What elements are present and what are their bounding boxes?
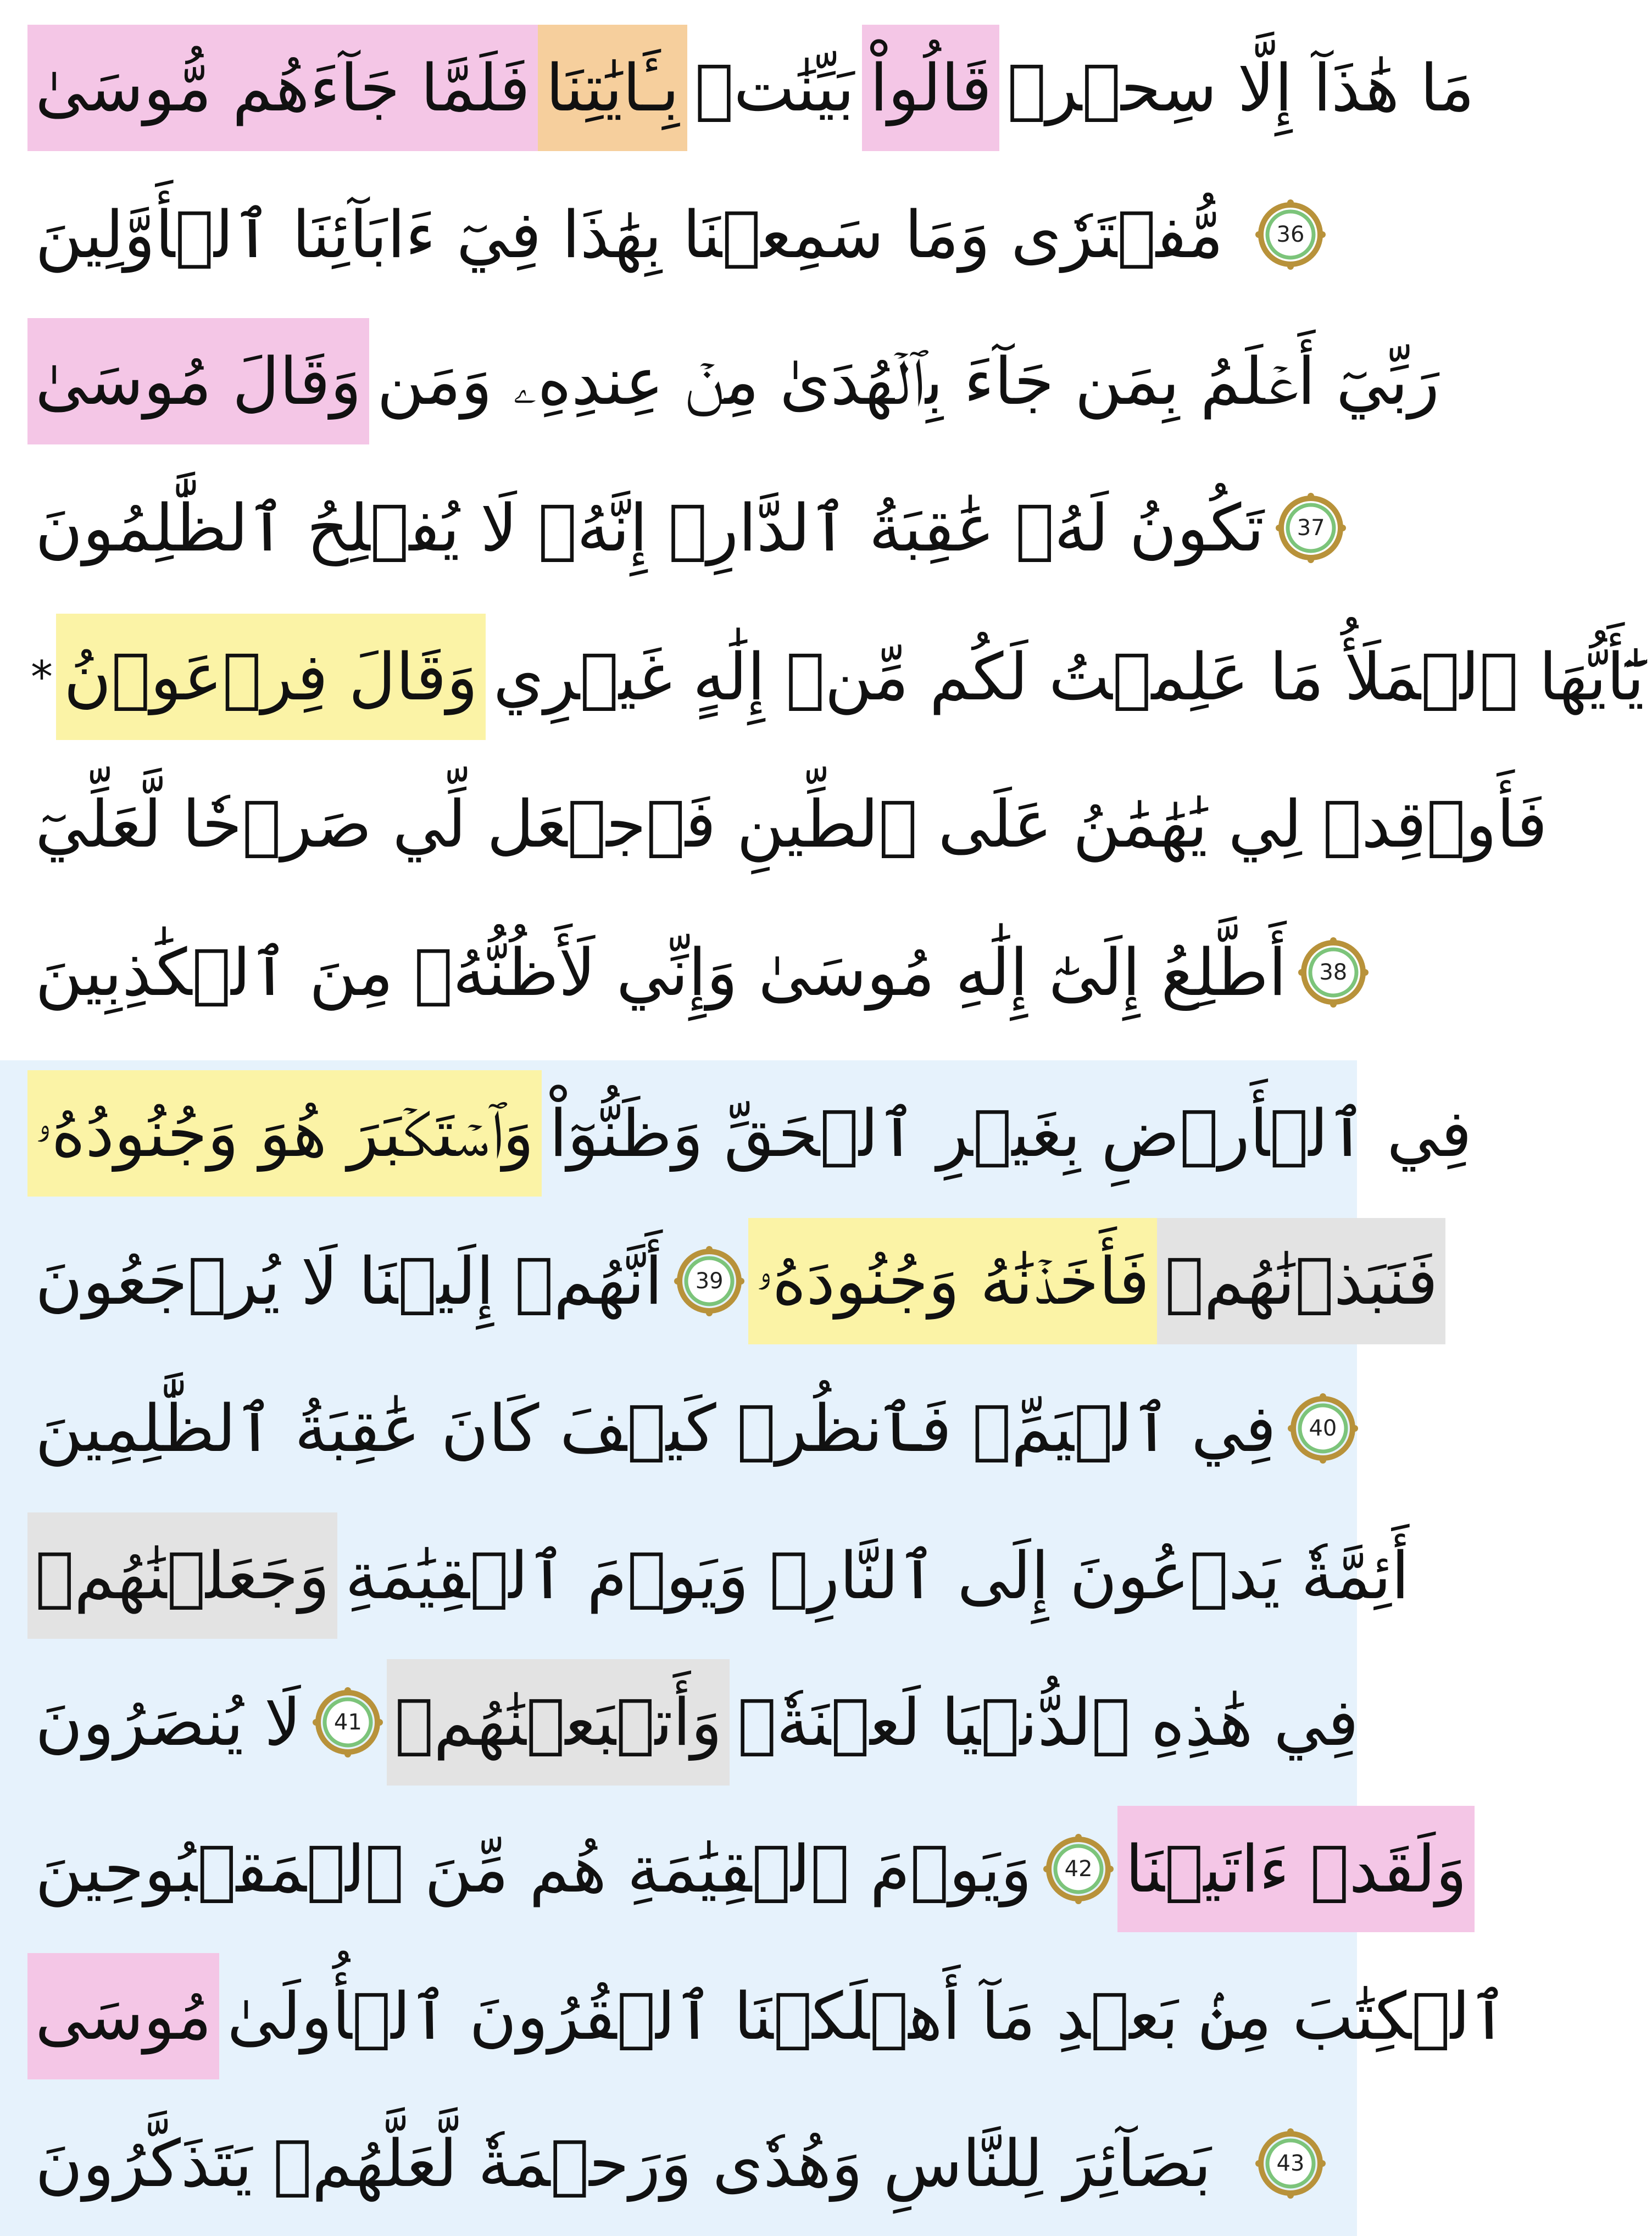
verse-text: بَيِّنَٰتٖ — [694, 50, 855, 126]
highlighted-phrase: وَقَالَ مُوسَىٰ — [27, 318, 369, 444]
verse-text: ٱلۡكِتَٰبَ مِنۢ بَعۡدِ مَآ أَهۡلَكۡنَا ٱلۡقُرُونَ ٱلۡأُولَىٰ — [227, 1978, 1508, 2054]
highlighted-phrase: مُوسَى — [27, 1953, 219, 2079]
verse-number: 43 — [1276, 2151, 1305, 2176]
verse-end-marker — [312, 1687, 383, 1758]
text-line — [27, 753, 1548, 895]
verse-text: فِي ٱلۡأَرۡضِ بِغَيۡرِ ٱلۡحَقِّ وَظَنُّوٓاْ — [549, 1095, 1472, 1171]
text-line — [27, 310, 1440, 453]
text-line — [27, 16, 1475, 159]
text-line — [27, 1210, 1438, 1353]
verse-text: مُّفۡتَرٗى وَمَا سَمِعۡنَا بِهَٰذَا فِيٓ ءَابَآئِنَا ٱلۡأَوَّلِينَ — [35, 197, 1223, 272]
text-line — [27, 163, 1330, 306]
verse-end-marker — [1298, 937, 1369, 1008]
text-line — [27, 901, 1348, 1044]
verse-text: تَكُونُ لَهُۥ عَٰقِبَةُ ٱلدَّارِۚ إِنَّهُۥ لَا يُفۡلِحُ ٱلظَّٰلِمُونَ — [35, 490, 1265, 566]
verse-text: فَأَوۡقِدۡ لِي يَٰهَٰمَٰنُ عَلَى ٱلطِّينِ فَٱجۡعَل لِّي صَرۡحٗا لَّعَلِّيٓ — [35, 786, 1548, 862]
hizb-star-icon: * — [31, 651, 53, 703]
verse-number: 38 — [1319, 960, 1348, 985]
verse-text: أَطَّلِعُ إِلَىٰٓ إِلَٰهِ مُوسَىٰ وَإِنِّي لَأَظُنُّهُۥ مِنَ ٱلۡكَٰذِبِينَ — [35, 935, 1287, 1010]
verse-number: 37 — [1297, 515, 1325, 541]
highlighted-phrase: وَجَعَلۡنَٰهُمۡ — [27, 1512, 337, 1639]
highlighted-phrase: قَالُواْ — [862, 25, 999, 151]
highlighted-phrase: وَقَالَ فِرۡعَوۡنُ — [56, 614, 486, 740]
verse-text: وَيَوۡمَ ٱلۡقِيَٰمَةِ هُم مِّنَ ٱلۡمَقۡبُوحِينَ — [35, 1831, 1032, 1907]
verse-end-marker — [1043, 1833, 1114, 1905]
verse-text: يَٰٓأَيُّهَا ٱلۡمَلَأُ مَا عَلِمۡتُ لَكُم مِّنۡ إِلَٰهٍ غَيۡرِي — [493, 639, 1645, 715]
verse-end-marker — [674, 1245, 745, 1317]
verse-text: مَا هَٰذَآ إِلَّا سِحۡرٞ — [1007, 50, 1475, 126]
text-line — [27, 1651, 1359, 1794]
verse-text: رَبِّيٓ أَعۡلَمُ بِمَن جَآءَ بِٱلۡهُدَىٰ مِنۡ عِندِهِۦ وَمَن — [376, 343, 1440, 419]
text-line — [27, 605, 1645, 748]
verse-end-marker — [1255, 199, 1326, 270]
text-line — [27, 1945, 1508, 2088]
highlighted-phrase: وَٱسۡتَكۡبَرَ هُوَ وَجُنُودُهُۥ — [27, 1070, 542, 1197]
highlighted-phrase: فَأَخَذۡنَٰهُ وَجُنُودَهُۥ — [748, 1218, 1157, 1344]
text-line — [27, 1798, 1467, 1940]
verse-number: 42 — [1064, 1856, 1093, 1882]
highlighted-phrase: وَأَتۡبَعۡنَٰهُمۡ — [387, 1659, 730, 1786]
verse-text: أَئِمَّةٗ يَدۡعُونَ إِلَى ٱلنَّارِۖ وَيَوۡمَ ٱلۡقِيَٰمَةِ — [345, 1538, 1410, 1614]
highlighted-phrase: وَلَقَدۡ ءَاتَيۡنَا — [1117, 1806, 1475, 1932]
text-line — [27, 457, 1330, 599]
verse-number: 41 — [333, 1710, 362, 1735]
verse-end-marker — [1255, 2128, 1326, 2199]
verse-number: 36 — [1276, 222, 1305, 247]
highlighted-phrase: بِـَٔايَٰتِنَا — [538, 25, 687, 151]
verse-text: لَا يُنصَرُونَ — [35, 1684, 302, 1760]
text-line — [27, 1357, 1337, 1500]
verse-number: 40 — [1309, 1416, 1337, 1441]
verse-text: بَصَآئِرَ لِلنَّاسِ وَهُدٗى وَرَحۡمَةٗ لَّعَلَّهُمۡ يَتَذَكَّرُونَ — [35, 2126, 1211, 2201]
verse-text: فِي هَٰذِهِ ٱلدُّنۡيَا لَعۡنَةٗۖ — [737, 1684, 1359, 1760]
highlighted-phrase: فَلَمَّا جَآءَهُم مُّوسَىٰ — [27, 25, 538, 151]
text-line — [27, 2092, 1330, 2235]
text-line — [27, 1504, 1410, 1647]
verse-text: فِي ٱلۡيَمِّۖ فَٱنظُرۡ كَيۡفَ كَانَ عَٰقِبَةُ ٱلظَّٰلِمِينَ — [35, 1390, 1276, 1466]
text-line — [27, 1062, 1472, 1205]
verse-end-marker — [1275, 492, 1347, 564]
highlighted-phrase: فَنَبَذۡنَٰهُمۡ — [1157, 1218, 1445, 1344]
verse-end-marker — [1287, 1393, 1359, 1464]
verse-number: 39 — [695, 1269, 724, 1294]
verse-text: أَنَّهُمۡ إِلَيۡنَا لَا يُرۡجَعُونَ — [35, 1243, 663, 1319]
